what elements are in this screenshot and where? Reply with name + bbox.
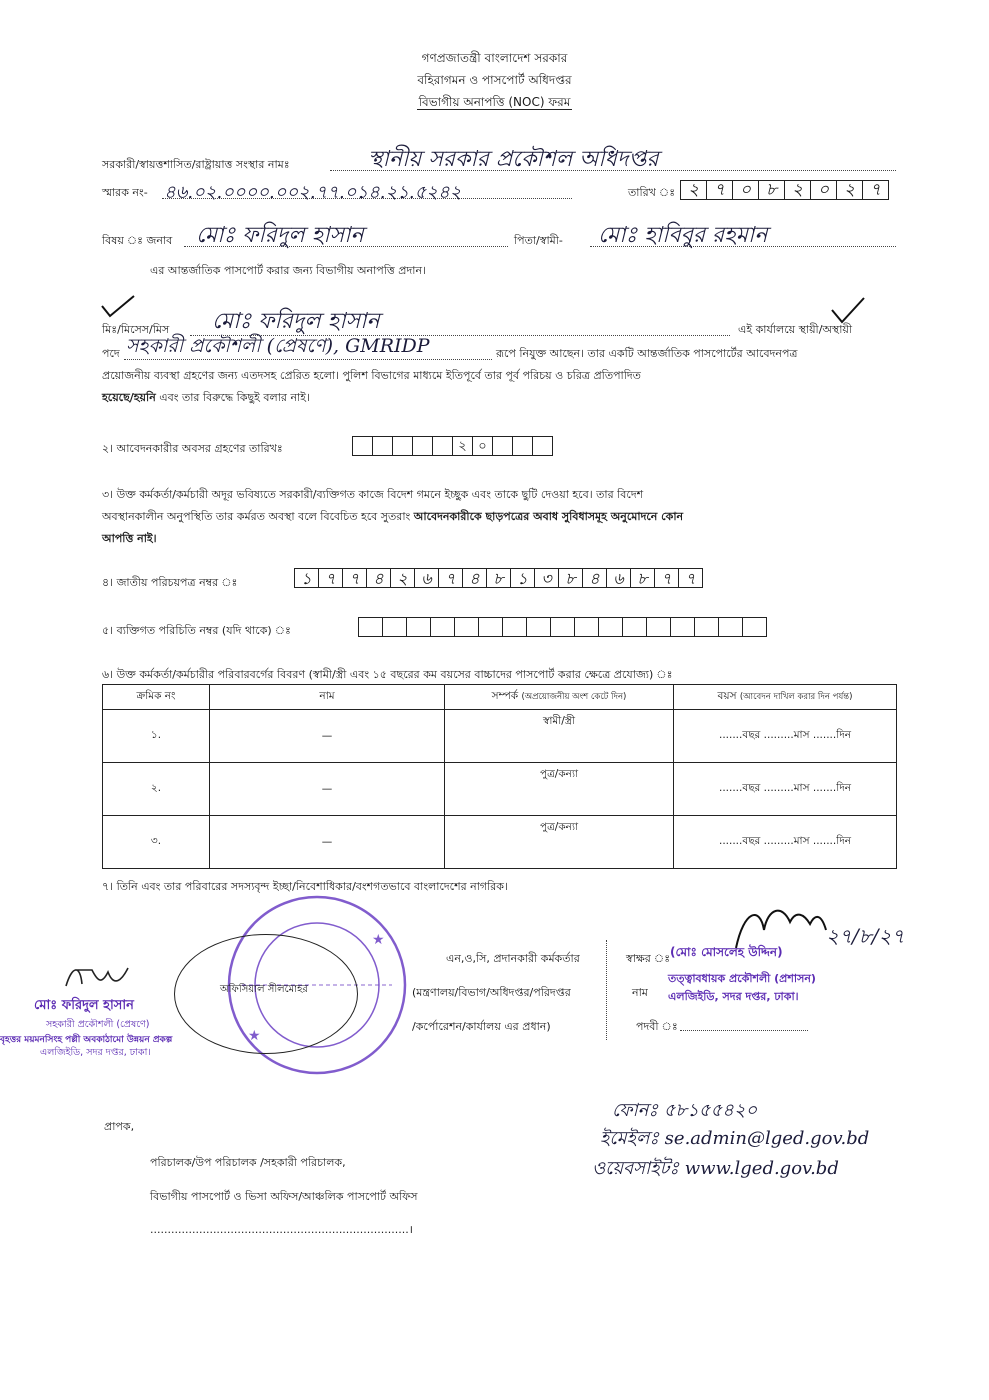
date-boxes xyxy=(680,180,889,200)
issuer-line2: (মন্ত্রণালয়/বিভাগ/অধিদপ্তর/পরিদপ্তর xyxy=(412,986,571,999)
digit-box: ৬ xyxy=(606,568,631,588)
digit-box: ৭ xyxy=(678,568,703,588)
item7-text: ৭। তিনি এবং তার পরিবারের সদস্যবৃন্দ ইচ্ছা/নিবেশাধিকার/বংশগতভাবে বাংলাদেশের নাগরিক। xyxy=(102,880,508,893)
digit-box: ০ xyxy=(472,436,493,456)
issuer-divider xyxy=(606,940,608,1040)
issuer-stamp-post: তত্ত্বাবধায়ক প্রকৌশলী (প্রশাসন) xyxy=(668,972,816,985)
svg-text:★: ★ xyxy=(372,932,385,948)
post-handwritten: সহকারী প্রকৌশলী (প্রেষণে), GMRIDP xyxy=(126,335,430,357)
item6-label: ৬। উক্ত কর্মকর্তা/কর্মচারীর পরিবারবর্গের বিবরণ (স্বামী/স্ত্রী এবং ১৫ বছরের কম বয়সের বাচ্চাদের পাসপোর্ট করার ক্ষেত্রে প্রযোজ্য) ঃ xyxy=(102,668,673,681)
para1-tail1: এই কার্যালয়ে স্থায়ী/অস্থায়ী xyxy=(738,323,853,336)
table-row xyxy=(103,816,897,869)
father-name-handwritten: মোঃ হাবিবুর রহমান xyxy=(598,223,768,248)
digit-box: ৭ xyxy=(706,180,733,200)
retirement-date-boxes xyxy=(352,436,553,456)
subject-name-handwritten: মোঃ ফরিদুল হাসান xyxy=(196,223,364,248)
para1-line4-bold: হয়েছে/হয়নি xyxy=(102,391,156,404)
header-age-text: বয়স xyxy=(717,689,737,702)
digit-box: ৪ xyxy=(582,568,607,588)
digit-box: ৪ xyxy=(366,568,391,588)
contact-phone: ফোনঃ ৫৮১৫৫৪২০ xyxy=(612,1100,758,1121)
row-name: — xyxy=(210,710,445,763)
digit-box: ৩ xyxy=(534,568,559,588)
digit-box xyxy=(492,436,513,456)
form-title xyxy=(0,94,989,114)
issuer-stamp-office: এলজিইডি, সদর দপ্তর, ঢাকা। xyxy=(668,990,799,1003)
row-name: — xyxy=(210,763,445,816)
digit-box: ৭ xyxy=(862,180,889,200)
header-relation-text: সম্পর্ক xyxy=(491,689,519,702)
org-name-handwritten: স্থানীয় সরকার প্রকৌশল অধিদপ্তর xyxy=(368,147,659,172)
issuer-sign-date: ২৭/৮/২৭ xyxy=(826,924,905,948)
para1-line4 xyxy=(102,389,310,408)
digit-box: ৭ xyxy=(438,568,463,588)
name-label: নাম xyxy=(632,986,648,999)
item3-line2b: আবেদনকারীকে ছাড়পত্রের অবাধ সুবিধাসমূহ অনুমোদনে কোন xyxy=(413,510,684,523)
row-age: .......বছর .........মাস .......দিন xyxy=(674,763,897,816)
digit-box xyxy=(430,617,455,637)
header-relation-note: (অপ্রয়োজনীয় অংশ কেটে দিন) xyxy=(521,691,627,702)
row-serial: ২. xyxy=(103,763,210,816)
contact-email: ইমেইলঃ se.admin@lged.gov.bd xyxy=(600,1128,870,1149)
recipient-label: প্রাপক, xyxy=(104,1120,135,1133)
header-serial: ক্রমিক নং xyxy=(103,685,210,710)
row-serial: ৩. xyxy=(103,816,210,869)
digit-box xyxy=(352,436,373,456)
digit-box xyxy=(646,617,671,637)
digit-box: ৮ xyxy=(758,180,785,200)
row-age: .......বছর .........মাস .......দিন xyxy=(674,710,897,763)
digit-box xyxy=(392,436,413,456)
digit-box: ২ xyxy=(836,180,863,200)
item4-label: ৪। জাতীয় পরিচয়পত্র নম্বর ঃ xyxy=(102,576,238,589)
applicant-signature xyxy=(62,960,132,994)
row-relation: পুত্র/কন্যা xyxy=(445,763,674,816)
digit-box xyxy=(502,617,527,637)
digit-box xyxy=(512,436,533,456)
digit-box: ১ xyxy=(294,568,319,588)
digit-box: ৭ xyxy=(318,568,343,588)
item2-label: ২। আবেদনকারীর অবসর গ্রহণের তারিখঃ xyxy=(102,442,283,455)
row-relation: স্বামী/স্ত্রী xyxy=(445,710,674,763)
checkmark-icon xyxy=(98,292,138,322)
post-line xyxy=(680,1030,808,1031)
digit-box xyxy=(372,436,393,456)
para1-name-handwritten: মোঃ ফরিদুল হাসান xyxy=(212,309,380,334)
subject-label: বিষয় ঃ জনাব xyxy=(102,234,173,247)
digit-box: ২ xyxy=(390,568,415,588)
digit-box xyxy=(382,617,407,637)
digit-box xyxy=(550,617,575,637)
family-table-header xyxy=(103,685,897,710)
header-age-note: (আবেদন দাখিল করার দিন পর্যন্ত) xyxy=(739,691,853,702)
digit-box xyxy=(532,436,553,456)
form-title-text: বিভাগীয় অনাপত্তি (NOC) ফরম xyxy=(418,95,571,109)
recipient-line2: বিভাগীয় পাসপোর্ট ও ভিসা অফিস/আঞ্চলিক পাসপোর্ট অফিস xyxy=(150,1190,418,1203)
header-age xyxy=(674,685,897,710)
digit-box: ৮ xyxy=(558,568,583,588)
father-label: পিতা/স্বামী- xyxy=(514,234,563,247)
date-label: তারিখ ঃ xyxy=(628,186,676,199)
table-row xyxy=(103,710,897,763)
digit-box: ০ xyxy=(732,180,759,200)
issuer-line3: /কর্পোরেশন/কার্যালয় এর প্রধান) xyxy=(412,1020,551,1033)
header-government: গণপ্রজাতন্ত্রী বাংলাদেশ সরকার xyxy=(421,51,568,65)
svg-text:★: ★ xyxy=(248,1028,261,1044)
item3-line3: আপত্তি নাই। xyxy=(102,532,157,545)
item3-line2 xyxy=(102,508,683,527)
header-name: নাম xyxy=(210,685,445,710)
personal-id-boxes xyxy=(358,617,767,637)
row-age: .......বছর .........মাস .......দিন xyxy=(674,816,897,869)
para1-tail2: রূপে নিযুক্ত আছেন। তার একটি আন্তর্জাতিক পাসপোর্টের আবেদনপত্র xyxy=(496,347,798,360)
digit-box: ৮ xyxy=(486,568,511,588)
digit-box: ৮ xyxy=(630,568,655,588)
item5-label: ৫। ব্যক্তিগত পরিচিতি নম্বর (যদি থাকে) ঃ xyxy=(102,624,291,637)
memo-number-handwritten: ৪৬.০২.০০০০.০০২.৭৭.০১৪.২১.৫২৪২ xyxy=(164,182,462,203)
para1-line3: প্রয়োজনীয় ব্যবস্থা গ্রহণের জন্য এতদসহ প্রেরিত হলো। পুলিশ বিভাগের মাধ্যমে ইতিপূর্বে তার পূর্ব পরিচয় ও চরিত্র প্রতিপাদিত xyxy=(102,369,641,382)
subject-line2: এর আন্তর্জাতিক পাসপোর্ট করার জন্য বিভাগীয় অনাপত্তি প্রদান। xyxy=(150,264,426,277)
applicant-stamp-name: মোঃ ফরিদুল হাসান xyxy=(34,998,134,1013)
official-seal-label: অফিসিয়াল সীলমোহর xyxy=(220,984,308,995)
digit-box: ২ xyxy=(452,436,473,456)
digit-box: ৭ xyxy=(654,568,679,588)
issuer-signature xyxy=(730,900,830,960)
digit-box: ৪ xyxy=(462,568,487,588)
table-row xyxy=(103,763,897,816)
digit-box: ২ xyxy=(784,180,811,200)
digit-box xyxy=(670,617,695,637)
item3-line2a: অবস্থানকালীন অনুপস্থিতি তার কর্মরত অবস্থা বলে বিবেচিত হবে সুতরাং xyxy=(102,510,414,523)
applicant-stamp-office: এলজিইডি, সদর দপ্তর, ঢাকা। xyxy=(40,1047,151,1058)
digit-box xyxy=(406,617,431,637)
digit-box xyxy=(598,617,623,637)
applicant-stamp-project: বৃহত্তর ময়মনসিংহ পল্লী অবকাঠামো উন্নয়ন প্রকল্প xyxy=(0,1035,173,1045)
digit-box xyxy=(454,617,479,637)
issuer-line1: এন,ও,সি, প্রদানকারী কর্মকর্তার xyxy=(446,952,580,965)
para1-line4-rest: এবং তার বিরুদ্ধে কিছুই বলার নাই। xyxy=(155,391,310,404)
digit-box: ০ xyxy=(810,180,837,200)
issuer-stamp-name: (মোঃ মোসলেহ উদ্দিন) xyxy=(670,945,783,959)
post-label: পদে xyxy=(102,347,120,360)
nid-boxes xyxy=(294,568,703,588)
header-department: বহিরাগমন ও পাসপোর্ট অধিদপ্তর xyxy=(417,73,572,87)
contact-website: ওয়েবসাইটঃ www.lged.gov.bd xyxy=(592,1158,839,1179)
digit-box xyxy=(694,617,719,637)
digit-box xyxy=(718,617,743,637)
row-serial: ১. xyxy=(103,710,210,763)
digit-box xyxy=(478,617,503,637)
recipient-line1: পরিচালক/উপ পরিচালক /সহকারী পরিচালক, xyxy=(150,1156,346,1169)
digit-box: ৭ xyxy=(342,568,367,588)
digit-box xyxy=(622,617,647,637)
digit-box xyxy=(526,617,551,637)
digit-box xyxy=(412,436,433,456)
digit-box: ২ xyxy=(680,180,707,200)
sign-label: স্বাক্ষর ঃ xyxy=(626,952,671,965)
item3-line1: ৩। উক্ত কর্মকর্তা/কর্মচারী অদূর ভবিষ্যতে সরকারী/ব্যক্তিগত কাজে বিদেশ গমনে ইচ্ছুক এবং তাকে ছুটি দেওয়া হবে। তার বিদেশ xyxy=(102,488,644,501)
digit-box xyxy=(432,436,453,456)
post-label-issuer: পদবী ঃ xyxy=(636,1020,678,1033)
digit-box xyxy=(742,617,767,637)
memo-label: স্মারক নং- xyxy=(102,186,148,199)
header-relation xyxy=(445,685,674,710)
row-relation: পুত্র/কন্যা xyxy=(445,816,674,869)
digit-box: ১ xyxy=(510,568,535,588)
org-label: সরকারী/স্বায়ত্তশাসিত/রাষ্ট্রায়াত্ত সংস্থার নামঃ xyxy=(102,158,290,171)
digit-box xyxy=(574,617,599,637)
applicant-stamp-post: সহকারী প্রকৌশলী (প্রেষণে) xyxy=(46,1019,150,1030)
row-name: — xyxy=(210,816,445,869)
digit-box xyxy=(358,617,383,637)
family-table xyxy=(102,684,897,869)
recipient-line3: ..........................................................................। xyxy=(150,1223,413,1236)
digit-box: ৬ xyxy=(414,568,439,588)
salutation-label: মিঃ/মিসেস/মিস xyxy=(102,323,170,336)
